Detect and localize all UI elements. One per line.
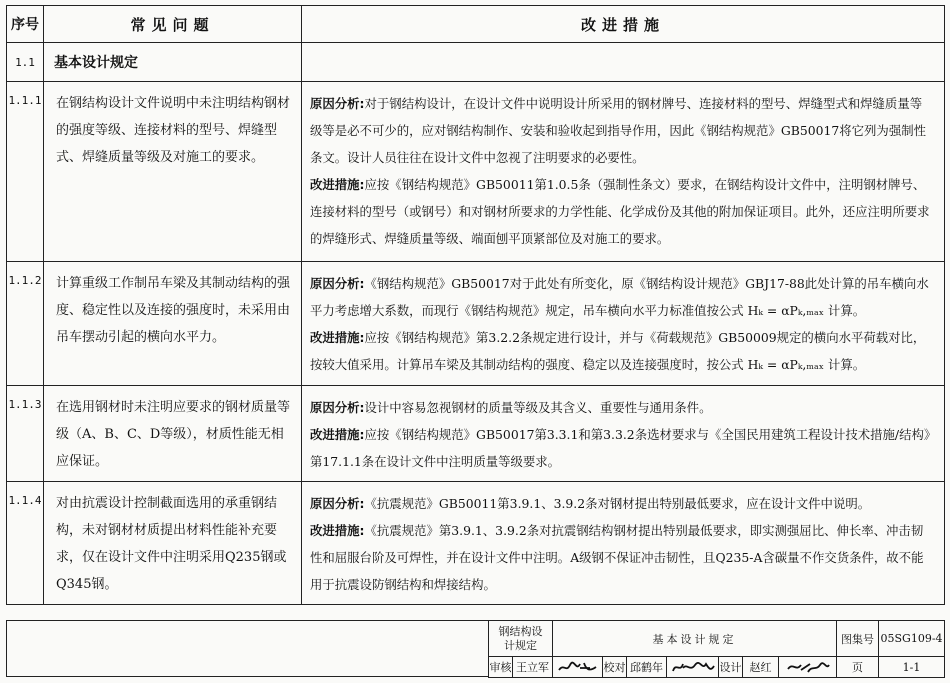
fix-label: 改进措施: [310, 330, 365, 345]
section-empty-cell [302, 43, 945, 82]
fix-paragraph [310, 517, 934, 598]
row-measure [302, 262, 945, 386]
row-no: 1.1.4 [7, 482, 44, 605]
section-title-cell [44, 43, 302, 82]
row-no: 1.1.1 [7, 82, 44, 262]
review-label: 审核 [489, 657, 513, 678]
sheet-title: 基本设计规定 [553, 621, 837, 657]
cause-label: 原因分析: [310, 96, 365, 111]
atlas-label: 图集号 [837, 621, 879, 657]
row-measure [302, 386, 945, 482]
fix-text: 应按《钢结构规范》GB50011第1.0.5条（强制性条文）要求，在钢结构设计文件中，注明钢材牌号、连接材料的型号（或钢号）和对钢材所要求的力学性能、化学成份及其他的附加保证项目。此外，还应注明所要求的焊缝形式、焊缝质量等级、端面刨平顶紧部位及对施工的要求。 [310, 177, 930, 246]
row-question: 计算重级工作制吊车梁及其制动结构的强度、稳定性以及连接的强度时，未采用由吊车摆动引起的横向水平力。 [44, 262, 302, 386]
cause-text: 《抗震规范》GB50011第3.9.1、3.9.2条对钢材提出特别最低要求，应在设计文件中说明。 [364, 496, 871, 511]
reviewer-signature [553, 657, 603, 678]
fix-text: 应按《钢结构规范》GB50017第3.3.1和第3.3.2条选材要求与《全国民用建筑工程设计技术措施/结构》第17.1.1条在设计文件中注明质量等级要求。 [310, 427, 931, 469]
fix-paragraph [310, 171, 934, 252]
title-block [488, 620, 945, 678]
designer-name: 赵红 [743, 657, 779, 678]
cause-paragraph [310, 394, 934, 421]
series-name: 钢结构设计规定 [489, 621, 553, 657]
cause-label: 原因分析: [310, 276, 365, 291]
footer-blank [6, 620, 488, 677]
drawing-sheet [6, 5, 944, 677]
cause-text: 设计中容易忽视钢材的质量等级及其含义、重要性与通用条件。 [364, 400, 712, 415]
page-label: 页 [837, 657, 879, 678]
header-no: 序号 [7, 6, 44, 43]
section-title: 基本设计规定 [54, 55, 138, 71]
checker-name: 邱鹤年 [627, 657, 667, 678]
cause-label: 原因分析: [310, 496, 365, 511]
fix-paragraph [310, 421, 934, 475]
reviewer-name: 王立军 [513, 657, 553, 678]
fix-text: 《抗震规范》第3.9.1、3.9.2条对抗震钢结构钢材提出特别最低要求，即实测强屈比、伸长率、冲击韧性和屈服台阶及可焊性，并在设计文件中注明。A级钢不保证冲击韧性，且Q235-A含碳量不作交货条件，故不能用于抗震设防钢结构和焊接结构。 [310, 523, 924, 592]
designer-signature [779, 657, 837, 678]
design-label: 设计 [719, 657, 743, 678]
problems-table [6, 5, 945, 605]
check-label: 校对 [603, 657, 627, 678]
cause-paragraph [310, 90, 934, 171]
header-question: 常见问题 [44, 6, 302, 43]
row-question: 在钢结构设计文件说明中未注明结构钢材的强度等级、连接材料的型号、焊缝型式、焊缝质量等级及对施工的要求。 [44, 82, 302, 262]
cause-paragraph [310, 270, 934, 324]
cause-paragraph [310, 490, 934, 517]
section-row [7, 43, 945, 82]
row-no: 1.1.2 [7, 262, 44, 386]
table-row [7, 262, 945, 386]
checker-signature [667, 657, 719, 678]
row-measure [302, 82, 945, 262]
cause-text: 《钢结构规范》GB50017对于此处有所变化，原《钢结构设计规范》GBJ17-88此处计算的吊车横向水平力考虑增大系数，而现行《钢结构规范》规定，吊车横向水平力标准值按公式 Hₖ = αPₖ,ₘₐₓ 计算。 [310, 276, 929, 318]
fix-label: 改进措施: [310, 523, 365, 538]
cause-text: 对于钢结构设计，在设计文件中说明设计所采用的钢材牌号、连接材料的型号、焊缝型式和焊缝质量等级等是必不可少的，应对钢结构制作、安装和验收起到指导作用，因此《钢结构规范》GB50017将它列为强制性条文。设计人员往往在设计文件中忽视了注明要求的必要性。 [310, 96, 926, 165]
table-row [7, 386, 945, 482]
fix-label: 改进措施: [310, 427, 365, 442]
section-no: 1.1 [7, 43, 44, 82]
page-number: 1-1 [879, 657, 945, 678]
table-row [7, 82, 945, 262]
row-no: 1.1.3 [7, 386, 44, 482]
row-question: 对由抗震设计控制截面选用的承重钢结构，未对钢材材质提出材料性能补充要求，仅在设计文件中注明采用Q235钢或Q345钢。 [44, 482, 302, 605]
atlas-number: 05SG109-4 [879, 621, 945, 657]
row-question: 在选用钢材时未注明应要求的钢材质量等级（A、B、C、D等级），材质性能无相应保证。 [44, 386, 302, 482]
cause-label: 原因分析: [310, 400, 365, 415]
fix-text: 应按《钢结构规范》第3.2.2条规定进行设计，并与《荷载规范》GB50009规定的横向水平荷载对比，按较大值采用。计算吊车梁及其制动结构的强度、稳定以及连接强度时，按公式 Hₖ = αPₖ,ₘₐₓ 计算。 [310, 330, 926, 372]
header-measure: 改进措施 [302, 6, 945, 43]
row-measure [302, 482, 945, 605]
table-row [7, 482, 945, 605]
table-header [7, 6, 945, 43]
fix-label: 改进措施: [310, 177, 365, 192]
fix-paragraph [310, 324, 934, 378]
